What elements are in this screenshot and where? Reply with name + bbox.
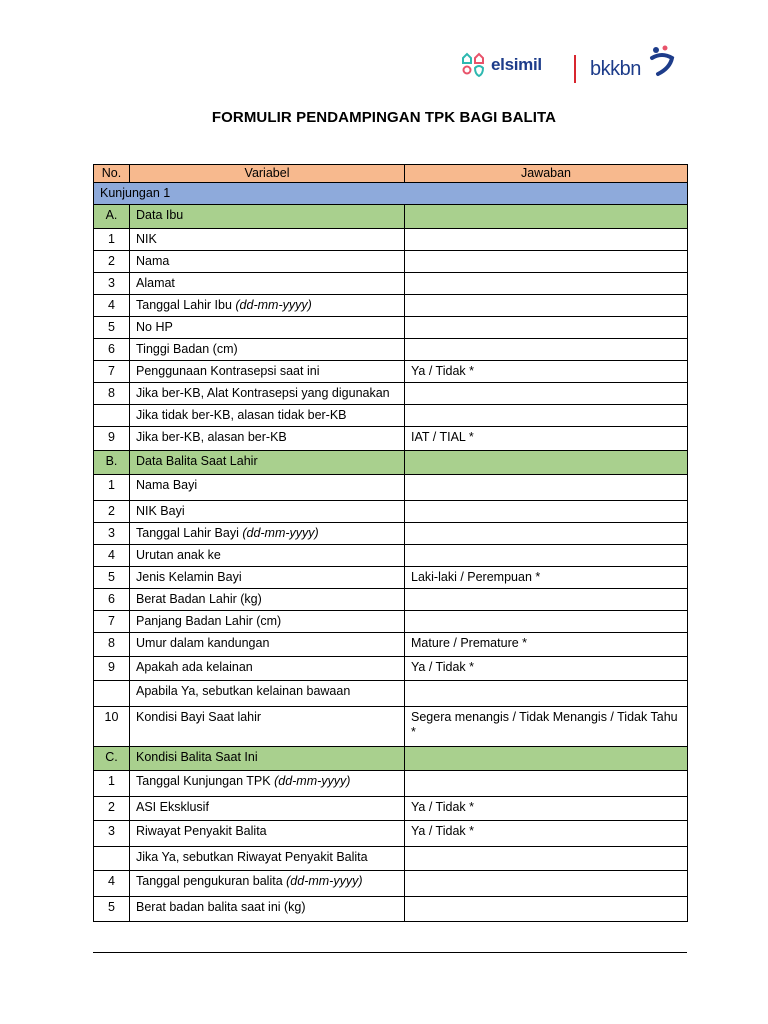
variable-label: Apakah ada kelainan	[136, 660, 253, 674]
row-number: 7	[94, 611, 130, 633]
variable-label: Berat badan balita saat ini (kg)	[136, 900, 306, 914]
bkkbn-logo-text: bkkbn	[590, 58, 641, 80]
table-row	[94, 633, 688, 657]
row-number: 5	[94, 567, 130, 589]
row-number: 3	[94, 273, 130, 295]
variable-cell	[130, 871, 405, 897]
variable-label: Alamat	[136, 276, 175, 290]
variable-label: Tinggi Badan (cm)	[136, 342, 238, 356]
row-number: 5	[94, 897, 130, 922]
row-number: 1	[94, 475, 130, 501]
section-code: A.	[94, 205, 130, 229]
variable-label: Nama	[136, 254, 170, 268]
variable-cell	[130, 657, 405, 681]
variable-cell	[130, 771, 405, 797]
table-row	[94, 771, 688, 797]
variable-label: Penggunaan Kontrasepsi saat ini	[136, 364, 320, 378]
table-row	[94, 797, 688, 821]
variable-cell	[130, 523, 405, 545]
answer-cell[interactable]	[405, 871, 688, 897]
variable-label: Nama Bayi	[136, 478, 198, 492]
date-format-hint: (dd-mm-yyyy)	[235, 298, 312, 312]
row-number: 5	[94, 317, 130, 339]
answer-cell[interactable]: Ya / Tidak *	[405, 657, 688, 681]
table-row	[94, 821, 688, 847]
bkkbn-logo-icon	[648, 44, 676, 78]
answer-cell[interactable]	[405, 273, 688, 295]
table-row	[94, 611, 688, 633]
answer-cell[interactable]	[405, 251, 688, 273]
variable-cell	[130, 897, 405, 922]
variable-cell	[130, 251, 405, 273]
variable-label: NIK Bayi	[136, 504, 185, 518]
answer-cell[interactable]: Laki-laki / Perempuan *	[405, 567, 688, 589]
variable-label: Jika tidak ber-KB, alasan tidak ber-KB	[136, 408, 347, 422]
variable-cell	[130, 633, 405, 657]
table-row	[94, 681, 688, 707]
date-format-hint: (dd-mm-yyyy)	[274, 774, 351, 788]
variable-label: ASI Eksklusif	[136, 800, 209, 814]
row-number: 2	[94, 797, 130, 821]
answer-cell[interactable]	[405, 383, 688, 405]
answer-cell[interactable]	[405, 475, 688, 501]
answer-cell[interactable]	[405, 295, 688, 317]
variable-label: NIK	[136, 232, 157, 246]
table-row	[94, 523, 688, 545]
section-answer-cell	[405, 451, 688, 475]
elsimil-logo-icon	[460, 50, 488, 80]
variable-label: Jika ber-KB, Alat Kontrasepsi yang digunakan	[136, 386, 390, 400]
variable-cell	[130, 681, 405, 707]
variable-label: Jenis Kelamin Bayi	[136, 570, 242, 584]
variable-cell	[130, 229, 405, 251]
variable-cell	[130, 405, 405, 427]
row-number: 6	[94, 589, 130, 611]
answer-cell[interactable]	[405, 523, 688, 545]
table-row	[94, 229, 688, 251]
row-number: 7	[94, 361, 130, 383]
variable-label: Riwayat Penyakit Balita	[136, 824, 267, 838]
row-number: 9	[94, 427, 130, 451]
variable-label: Kondisi Bayi Saat lahir	[136, 710, 262, 724]
variable-cell	[130, 361, 405, 383]
row-number: 1	[94, 229, 130, 251]
answer-cell[interactable]: Segera menangis / Tidak Menangis / Tidak Tahu *	[405, 707, 688, 747]
table-row	[94, 383, 688, 405]
section-row	[94, 451, 688, 475]
form-table	[93, 164, 688, 922]
row-number: 9	[94, 657, 130, 681]
variable-label: Tanggal Lahir Bayi	[136, 526, 243, 540]
variable-label: Umur dalam kandungan	[136, 636, 270, 650]
answer-cell[interactable]	[405, 611, 688, 633]
answer-cell[interactable]	[405, 545, 688, 567]
table-row	[94, 501, 688, 523]
answer-cell[interactable]	[405, 317, 688, 339]
variable-label: Berat Badan Lahir (kg)	[136, 592, 262, 606]
variable-cell	[130, 339, 405, 361]
variable-cell	[130, 427, 405, 451]
visit-label: Kunjungan 1	[94, 183, 688, 205]
table-row	[94, 427, 688, 451]
column-header-no: No.	[94, 165, 130, 183]
row-number	[94, 405, 130, 427]
column-header-variabel: Variabel	[130, 165, 405, 183]
variable-cell	[130, 567, 405, 589]
variable-cell	[130, 847, 405, 871]
logo-area	[460, 44, 680, 88]
answer-cell[interactable]	[405, 405, 688, 427]
answer-cell[interactable]	[405, 681, 688, 707]
variable-cell	[130, 821, 405, 847]
answer-cell[interactable]	[405, 501, 688, 523]
variable-label: No HP	[136, 320, 173, 334]
answer-cell[interactable]	[405, 847, 688, 871]
variable-cell	[130, 589, 405, 611]
footer-divider	[93, 952, 687, 953]
row-number: 8	[94, 633, 130, 657]
date-format-hint: (dd-mm-yyyy)	[286, 874, 363, 888]
section-code: B.	[94, 451, 130, 475]
table-row	[94, 295, 688, 317]
row-number: 6	[94, 339, 130, 361]
table-row	[94, 847, 688, 871]
row-number: 2	[94, 251, 130, 273]
row-number: 4	[94, 545, 130, 567]
variable-cell	[130, 317, 405, 339]
table-row	[94, 273, 688, 295]
answer-cell[interactable]: Ya / Tidak *	[405, 821, 688, 847]
variable-label: Jika Ya, sebutkan Riwayat Penyakit Balita	[136, 850, 368, 864]
variable-cell	[130, 545, 405, 567]
variable-cell	[130, 707, 405, 747]
variable-label: Tanggal pengukuran balita	[136, 874, 287, 888]
table-row	[94, 339, 688, 361]
variable-cell	[130, 383, 405, 405]
variable-label: Urutan anak ke	[136, 548, 221, 562]
table-row	[94, 897, 688, 922]
logo-divider	[574, 55, 576, 83]
variable-cell	[130, 273, 405, 295]
table-row	[94, 405, 688, 427]
visit-row	[94, 183, 688, 205]
answer-cell[interactable]	[405, 897, 688, 922]
table-row	[94, 545, 688, 567]
answer-cell[interactable]: Mature / Premature *	[405, 633, 688, 657]
form-title: FORMULIR PENDAMPINGAN TPK BAGI BALITA	[211, 109, 557, 126]
answer-cell[interactable]	[405, 229, 688, 251]
elsimil-logo	[460, 50, 542, 80]
row-number: 3	[94, 821, 130, 847]
row-number: 1	[94, 771, 130, 797]
row-number: 2	[94, 501, 130, 523]
row-number: 3	[94, 523, 130, 545]
answer-cell[interactable]: Ya / Tidak *	[405, 797, 688, 821]
section-answer-cell	[405, 747, 688, 771]
variable-label: Tanggal Lahir Ibu	[136, 298, 236, 312]
table-header-row	[94, 165, 688, 183]
row-number	[94, 681, 130, 707]
table-row	[94, 589, 688, 611]
section-code: C.	[94, 747, 130, 771]
section-name: Data Ibu	[130, 205, 405, 229]
answer-cell[interactable]: IAT / TIAL *	[405, 427, 688, 451]
variable-cell	[130, 611, 405, 633]
row-number: 4	[94, 871, 130, 897]
variable-label: Apabila Ya, sebutkan kelainan bawaan	[136, 684, 351, 698]
column-header-jawaban: Jawaban	[405, 165, 688, 183]
row-number: 4	[94, 295, 130, 317]
variable-cell	[130, 475, 405, 501]
variable-cell	[130, 797, 405, 821]
answer-cell[interactable]	[405, 771, 688, 797]
section-name: Kondisi Balita Saat Ini	[130, 747, 405, 771]
row-number: 10	[94, 707, 130, 747]
row-number	[94, 847, 130, 871]
table-row	[94, 361, 688, 383]
variable-cell	[130, 501, 405, 523]
table-row	[94, 317, 688, 339]
variable-label: Panjang Badan Lahir (cm)	[136, 614, 282, 628]
variable-cell	[130, 295, 405, 317]
table-row	[94, 251, 688, 273]
section-row	[94, 205, 688, 229]
answer-cell[interactable]	[405, 339, 688, 361]
table-row	[94, 871, 688, 897]
row-number: 8	[94, 383, 130, 405]
elsimil-logo-text: elsimil	[491, 55, 542, 74]
table-row	[94, 567, 688, 589]
variable-label: Jika ber-KB, alasan ber-KB	[136, 430, 287, 444]
section-answer-cell	[405, 205, 688, 229]
table-row	[94, 707, 688, 747]
answer-cell[interactable]: Ya / Tidak *	[405, 361, 688, 383]
table-row	[94, 657, 688, 681]
date-format-hint: (dd-mm-yyyy)	[242, 526, 319, 540]
section-row	[94, 747, 688, 771]
table-row	[94, 475, 688, 501]
variable-label: Tanggal Kunjungan TPK	[136, 774, 275, 788]
answer-cell[interactable]	[405, 589, 688, 611]
section-name: Data Balita Saat Lahir	[130, 451, 405, 475]
